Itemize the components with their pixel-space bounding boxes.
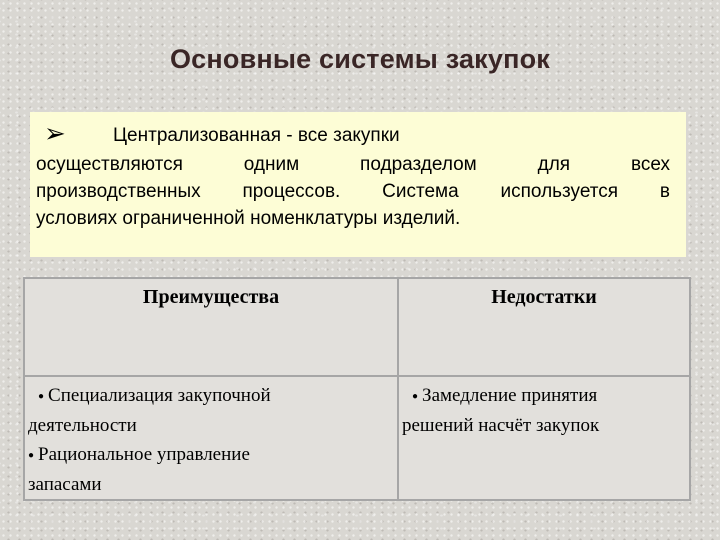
arrow-bullet-icon: ➢ (44, 119, 66, 149)
definition-line-4: условиях ограниченной номенклатуры изделий. (36, 208, 461, 229)
bullet-dot-icon: ● (412, 391, 419, 403)
list-item-text: Замедление принятия (422, 385, 598, 406)
definition-line-2: осуществляются одним подразделом для всех (36, 154, 670, 175)
table-row (24, 376, 690, 500)
bullet-dot-icon: ● (28, 450, 35, 462)
definition-first-line (113, 123, 400, 149)
page-title: Основные системы закупок (169, 44, 551, 74)
list-item-continuation: решений насчёт закупок (402, 415, 600, 437)
definition-lead: - все закупки (281, 125, 400, 146)
bullet-dot-icon: ● (38, 391, 45, 403)
list-item-text: Рациональное управление (38, 444, 250, 466)
list-item (412, 381, 681, 411)
comparison-table (23, 277, 691, 501)
list-item-text: Специализация закупочной (48, 385, 271, 406)
list-item (38, 381, 389, 411)
list-item (28, 440, 389, 470)
list-item-continuation: деятельности (28, 415, 137, 437)
disadvantages-cell (398, 376, 690, 500)
header-disadvantages: Недостатки (398, 278, 690, 376)
definition-box (30, 112, 686, 257)
table-header-row (24, 278, 690, 376)
advantages-cell (24, 376, 398, 500)
definition-line-3: производственных процессов. Система используется в (36, 181, 670, 202)
list-item-continuation: запасами (28, 474, 102, 496)
header-advantages: Преимущества (24, 278, 398, 376)
definition-body (36, 151, 670, 232)
definition-term: Централизованная (113, 125, 282, 146)
